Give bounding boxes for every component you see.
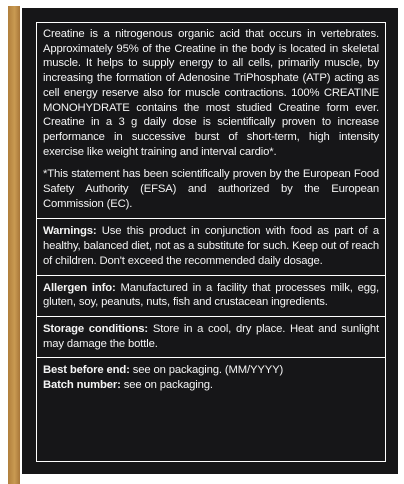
best-before-label: Best before end:	[43, 364, 130, 377]
batch-number-line	[43, 378, 379, 393]
storage-label: Storage conditions:	[43, 322, 149, 335]
allergen-text: Manufactured in a facility that processes milk, egg, gluten, soy, peanuts, nuts, fish and crustacean ingredients.	[43, 281, 380, 309]
allergen-label: Allergen info:	[43, 281, 116, 294]
batch-number-text: see on packaging.	[120, 379, 213, 392]
storage-text: Store in a cool, dry place. Heat and sunlight may damage the bottle.	[43, 322, 380, 350]
efsa-statement: *This statement has been scientifically proven by the European Food Safety Authority (EFSA) and authorized by the European Commission (EC).	[43, 168, 379, 210]
storage-section	[43, 322, 379, 351]
section-divider	[37, 275, 385, 276]
packaging-info	[43, 363, 379, 392]
gold-edge-strip	[8, 6, 20, 484]
best-before-line	[43, 363, 379, 378]
warnings-text: Use this product in conjunction with food as part of a healthy, balanced diet, not as a substitute for such. Keep out of reach of children. Don't exceed the recommended daily dosage.	[43, 225, 379, 267]
warnings-section	[43, 224, 379, 268]
label-panel	[20, 6, 400, 476]
allergen-section	[43, 281, 379, 310]
section-divider	[37, 316, 385, 317]
section-divider	[37, 357, 385, 358]
label-text-box	[36, 22, 386, 462]
batch-number-label: Batch number:	[43, 379, 121, 392]
creatine-description: Creatine is a nitrogenous organic acid that occurs in vertebrates. Approximately 95% of the Creatine in the body is located in skeletal muscle. It helps to supply energy to all cells, primarily muscle, by increasing the formation of Adenosine TriPhosphate (ATP) acting as cell energy reserve also for muscle contractions. 100% CREATINE MONOHYDRATE contains the most studied Creatine form ever. Creatine in a 3 g daily dose is scientifically proven to increase performance in successive burst of short-term, high intensity exercise like weight training and interval cardio*.	[43, 28, 379, 158]
section-divider	[37, 218, 385, 219]
best-before-text: see on packaging. (MM/YYYY)	[129, 364, 284, 377]
warnings-label: Warnings:	[43, 225, 97, 238]
